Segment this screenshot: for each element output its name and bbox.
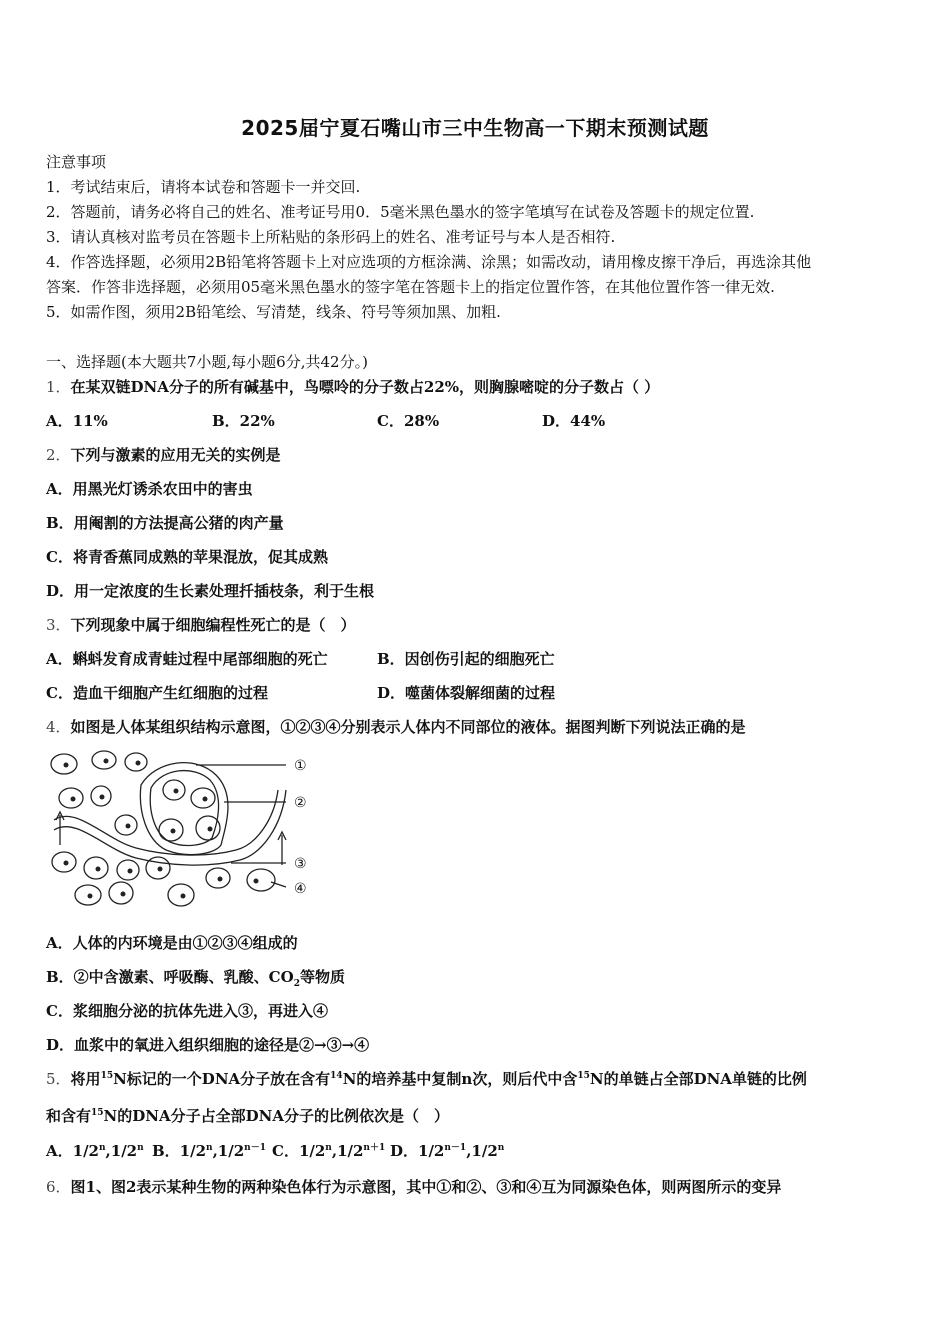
capillary-lumen bbox=[150, 771, 218, 846]
q1-option-b[interactable]: B．22% bbox=[212, 412, 275, 430]
notice-item: 3．请认真核对监考员在答题卡上所粘贴的条形码上的姓名、准考证号与本人是否相符. bbox=[46, 228, 616, 246]
notice-item: 2．答题前，请务必将自己的姓名、准考证号用0．5毫米黑色墨水的签字笔填写在试卷及答题卡的规定位置. bbox=[46, 203, 755, 221]
question-4 bbox=[46, 717, 746, 737]
question-6 bbox=[46, 1177, 781, 1197]
q3-option-b[interactable]: B．因创伤引起的细胞死亡 bbox=[377, 650, 555, 668]
notice-item: 1．考试结束后，请将本试卷和答题卡一并交回. bbox=[46, 178, 361, 196]
q1-option-c[interactable]: C．28% bbox=[377, 412, 440, 430]
q4-option-a[interactable]: A．人体的内环境是由①②③④组成的 bbox=[46, 934, 298, 952]
q3-option-d[interactable]: D．噬菌体裂解细菌的过程 bbox=[377, 684, 556, 702]
notice-heading: 注意事项 bbox=[46, 153, 107, 171]
option-text: 等物质 bbox=[299, 968, 345, 986]
section-heading: 一、选择题(本大题共7小题,每小题6分,共42分。) bbox=[46, 353, 368, 371]
q5-option-c[interactable]: C．$1/2^n,1/2^{n+1}$ bbox=[272, 1142, 386, 1160]
question-stem: 在某双链DNA分子的所有碱基中，鸟嘌呤的分子数占22%，则胸腺嘧啶的分子数占（ ） bbox=[70, 378, 660, 396]
question-number: 3． bbox=[46, 616, 71, 634]
question-stem: 下列现象中属于细胞编程性死亡的是（ ） bbox=[70, 616, 356, 634]
q4-option-c[interactable]: C．浆细胞分泌的抗体先进入③，再进入④ bbox=[46, 1002, 328, 1020]
question-number: 1． bbox=[46, 378, 71, 396]
question-5 bbox=[46, 1069, 807, 1089]
question-2 bbox=[46, 445, 281, 465]
question-3 bbox=[46, 615, 356, 635]
q2-option-d[interactable]: D．用一定浓度的生长素处理扦插枝条，利于生根 bbox=[46, 582, 375, 600]
notice-item: 答案．作答非选择题，必须用05毫米黑色墨水的签字笔在答题卡上的指定位置作答，在其他位置作答一律无效. bbox=[46, 278, 775, 296]
q4-option-b[interactable] bbox=[46, 967, 345, 987]
question-stem: 将用$^{15}$N标记的一个DNA分子放在含有$^{14}$N的培养基中复制n次，则后代中含$^{15}$N的单链占全部DNA单链的比例 bbox=[70, 1070, 807, 1088]
question-5-cont: 和含有$^{15}$N的DNA分子占全部DNA分子的比例依次是（ ） bbox=[46, 1107, 449, 1125]
question-number: 4． bbox=[46, 718, 71, 736]
diagram-label: ④ bbox=[294, 881, 307, 897]
subscript: 2 bbox=[293, 979, 300, 989]
q2-option-b[interactable]: B．用阉割的方法提高公猪的肉产量 bbox=[46, 514, 284, 532]
lymph-vessel bbox=[54, 790, 278, 855]
page-title: 2025届宁夏石嘴山市三中生物高一下期末预测试题 bbox=[241, 116, 709, 140]
question-stem: 下列与激素的应用无关的实例是 bbox=[70, 446, 281, 464]
notice-item: 4．作答选择题，必须用2B铅笔将答题卡上对应选项的方框涂满、涂黑；如需改动，请用橡皮擦干净后，再选涂其他 bbox=[46, 253, 812, 271]
diagram-label: ② bbox=[294, 795, 307, 811]
q5-option-a[interactable]: A．1/2$^n$,1/2$^n$ bbox=[46, 1142, 144, 1160]
q5-option-b[interactable]: B．$1/2^n,1/2^{n-1}$ bbox=[152, 1142, 266, 1160]
q2-option-a[interactable]: A．用黑光灯诱杀农田中的害虫 bbox=[46, 480, 253, 498]
diagram-label: ① bbox=[294, 758, 307, 774]
q4-option-d[interactable]: D．血浆中的氧进入组织细胞的途径是②→③→④ bbox=[46, 1036, 370, 1054]
question-stem: 如图是人体某组织结构示意图，①②③④分别表示人体内不同部位的液体。据图判断下列说法正确的是 bbox=[70, 718, 746, 736]
question-stem: 图1、图2表示某种生物的两种染色体行为示意图，其中①和②、③和④互为同源染色体，则两图所示的变异 bbox=[70, 1178, 782, 1196]
tissue-structure-diagram bbox=[46, 750, 321, 912]
q3-option-c[interactable]: C．造血干细胞产生红细胞的过程 bbox=[46, 684, 268, 702]
question-number: 2． bbox=[46, 446, 71, 464]
flow-arrow bbox=[278, 832, 286, 865]
question-1 bbox=[46, 377, 659, 397]
question-number: 6． bbox=[46, 1178, 71, 1196]
q2-option-c[interactable]: C．将青香蕉同成熟的苹果混放，促其成熟 bbox=[46, 548, 328, 566]
notice-item: 5．如需作图，须用2B铅笔绘、写清楚，线条、符号等须加黑、加粗. bbox=[46, 303, 501, 321]
diagram-label: ③ bbox=[294, 856, 307, 872]
q5-option-d[interactable]: D．$1/2^{n-1},1/2^n$ bbox=[390, 1142, 505, 1160]
tissue-cell bbox=[247, 869, 275, 891]
option-text: B．②中含激素、呼吸酶、乳酸、CO bbox=[46, 968, 294, 986]
q1-option-a[interactable]: A．11% bbox=[46, 412, 108, 430]
capillary-wall bbox=[140, 763, 228, 855]
q3-option-a[interactable]: A．蝌蚪发育成青蛙过程中尾部细胞的死亡 bbox=[46, 650, 328, 668]
question-number: 5． bbox=[46, 1070, 71, 1088]
q1-option-d[interactable]: D．44% bbox=[542, 412, 606, 430]
